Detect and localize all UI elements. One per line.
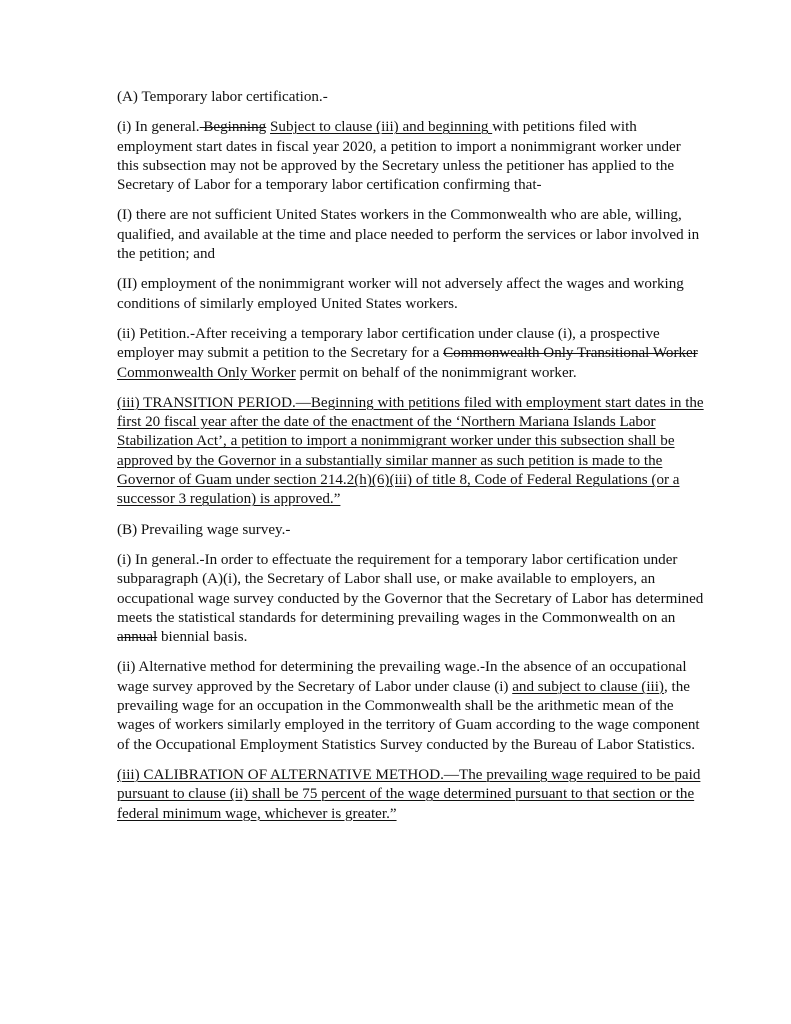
body-text: of the Occupational Employment Statistics Survey conducted by the Bureau of Labor Statistics. xyxy=(117,736,696,753)
text-line xyxy=(117,452,717,471)
deleted-text: Beginning xyxy=(199,119,267,136)
text-line xyxy=(117,570,717,589)
inserted-text: Stabilization Act’, a petition to import a nonimmigrant worker under this subsection shall be xyxy=(117,433,675,450)
inserted-text: (iii) CALIBRATION OF ALTERNATIVE METHOD.—The prevailing wage required to be paid xyxy=(117,766,701,783)
text-line xyxy=(117,490,717,509)
text-line xyxy=(117,609,717,628)
body-text: the petition; and xyxy=(117,246,216,263)
text-line xyxy=(117,364,717,383)
text-line xyxy=(117,697,717,716)
paragraph-B-ii xyxy=(117,658,717,754)
body-text: with petitions filed with xyxy=(492,119,637,136)
inserted-text: and subject to clause (iii) xyxy=(512,678,664,695)
body-text: meets the statistical standards for determining prevailing wages in the Commonwealth on an xyxy=(117,609,676,626)
body-text: occupational wage survey conducted by the Governor that the Secretary of Labor has determined xyxy=(117,590,704,607)
text-line xyxy=(117,226,717,245)
text-line xyxy=(117,805,717,824)
inserted-text: Commonwealth Only Worker xyxy=(117,364,296,381)
inserted-text: approved by the Governor in a substantially similar manner as such petition is made to the xyxy=(117,452,663,469)
text-line xyxy=(117,678,717,697)
text-line xyxy=(117,628,717,647)
text-line xyxy=(117,245,717,264)
text-line xyxy=(117,394,717,413)
body-text: (B) Prevailing wage survey.- xyxy=(117,521,291,538)
body-text: , the xyxy=(663,678,690,695)
paragraph-B-heading xyxy=(117,521,717,540)
body-text: (i) In general. xyxy=(117,119,200,136)
deleted-text: Commonwealth Only Transitional Worker xyxy=(443,345,698,362)
body-text: employer may submit a petition to the Secretary for a xyxy=(117,345,444,362)
inserted-text: first 20 fiscal year after the date of the enactment of the ‘Northern Mariana Islands Labor xyxy=(117,414,656,431)
inserted-text: successor 3 regulation) is approved.” xyxy=(117,491,341,508)
body-text: subparagraph (A)(i), the Secretary of Labor shall use, or make available to employers, an xyxy=(117,571,656,588)
text-line xyxy=(117,716,717,735)
paragraph-B-i xyxy=(117,551,717,647)
text-line xyxy=(117,413,717,432)
paragraph-B-iii xyxy=(117,766,717,824)
text-line xyxy=(117,295,717,314)
text-line xyxy=(117,766,717,785)
text-line xyxy=(117,88,717,107)
body-text: biennial basis. xyxy=(157,629,248,646)
text-line xyxy=(117,658,717,677)
body-text: this subsection may not be approved by the Secretary unless the petitioner has applied to the xyxy=(117,157,675,174)
body-text: qualified, and available at the time and place needed to perform the services or labor involved in xyxy=(117,226,700,243)
body-text: (ii) Petition.-After receiving a temporary labor certification under clause (i), a prospective xyxy=(117,325,660,342)
body-text: conditions of similarly employed United States workers. xyxy=(117,295,458,312)
text-line xyxy=(117,157,717,176)
text-line xyxy=(117,275,717,294)
document-page xyxy=(117,88,717,835)
text-line xyxy=(117,785,717,804)
text-line xyxy=(117,176,717,195)
text-line xyxy=(117,344,717,363)
body-text: wages of workers similarly employed in the territory of Guam according to the wage component xyxy=(117,717,700,734)
body-text: Secretary of Labor for a temporary labor certification confirming that- xyxy=(117,177,542,194)
text-line xyxy=(117,736,717,755)
body-text: (II) employment of the nonimmigrant worker will not adversely affect the wages and working xyxy=(117,276,684,293)
body-text: (i) In general.-In order to effectuate the requirement for a temporary labor certification under xyxy=(117,551,678,568)
inserted-text: federal minimum wage, whichever is greater.” xyxy=(117,805,397,822)
paragraph-A-heading xyxy=(117,88,717,107)
paragraph-A-ii xyxy=(117,325,717,383)
text-line xyxy=(117,521,717,540)
text-line xyxy=(117,432,717,451)
paragraph-A-i xyxy=(117,118,717,195)
body-text: wage survey approved by the Secretary of Labor under clause (i) xyxy=(117,678,513,695)
deleted-text: annual xyxy=(117,629,158,646)
paragraph-A-iii xyxy=(117,394,717,510)
paragraph-A-i-II xyxy=(117,275,717,314)
body-text: employment start dates in fiscal year 2020, a petition to import a nonimmigrant worker under xyxy=(117,138,681,155)
text-line xyxy=(117,471,717,490)
body-text: prevailing wage for an occupation in the Commonwealth shall be the arithmetic mean of the xyxy=(117,698,674,715)
text-line xyxy=(117,138,717,157)
text-line xyxy=(117,590,717,609)
text-line xyxy=(117,206,717,225)
body-text: permit on behalf of the nonimmigrant worker. xyxy=(295,364,577,381)
inserted-text: Subject to clause (iii) and beginning xyxy=(270,119,493,136)
body-text: (A) Temporary labor certification.- xyxy=(117,89,328,105)
inserted-text: pursuant to clause (ii) shall be 75 percent of the wage determined pursuant to that section or the xyxy=(117,786,695,803)
text-line xyxy=(117,551,717,570)
body-text: (I) there are not sufficient United States workers in the Commonwealth who are able, willing, xyxy=(117,207,682,224)
body-text: (ii) Alternative method for determining the prevailing wage.-In the absence of an occupational xyxy=(117,659,687,676)
text-line xyxy=(117,325,717,344)
inserted-text: (iii) TRANSITION PERIOD.—Beginning with petitions filed with employment start dates in the xyxy=(117,394,704,411)
text-line xyxy=(117,118,717,137)
inserted-text: Governor of Guam under section 214.2(h)(6)(iii) of title 8, Code of Federal Regulations (or a xyxy=(117,472,680,489)
paragraph-A-i-I xyxy=(117,206,717,264)
